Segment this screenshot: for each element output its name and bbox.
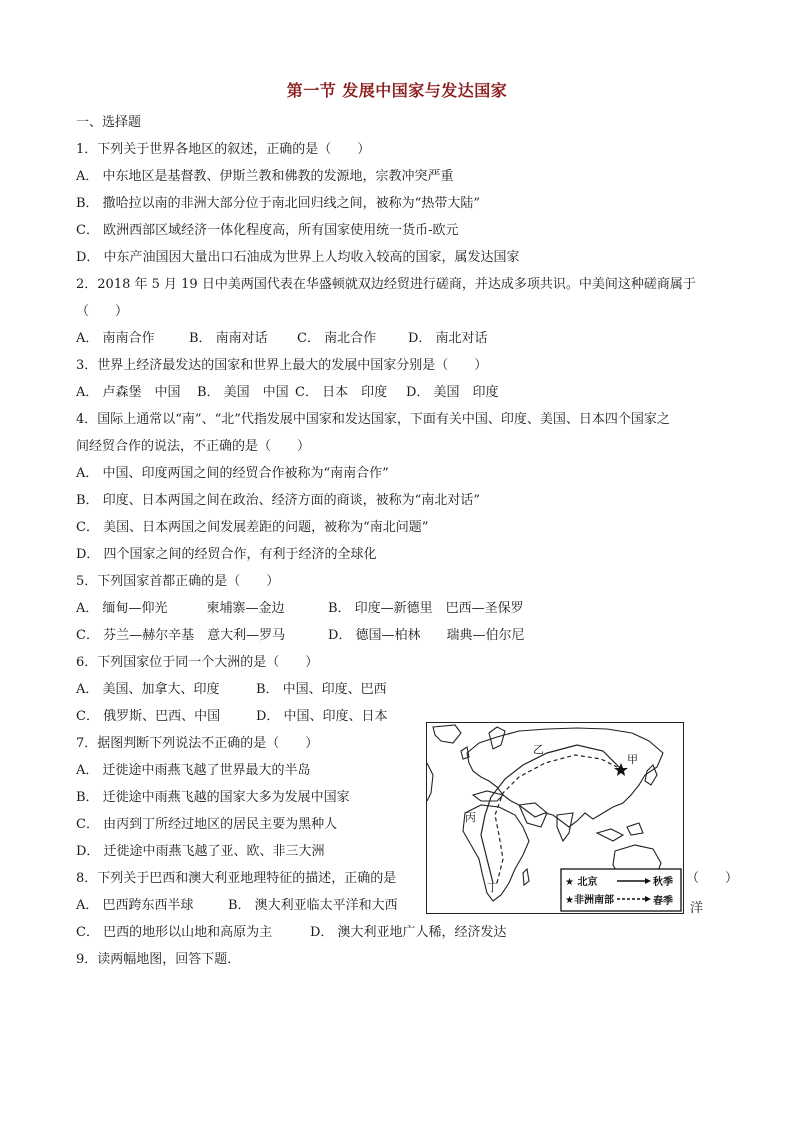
q5-option-c[interactable]: C． 芬兰—赫尔辛基 意大利—罗马 bbox=[76, 628, 286, 643]
map-legend bbox=[561, 869, 681, 911]
legend-autumn: 秋季 bbox=[653, 877, 673, 888]
q6-option-d[interactable]: D． 中国、印度、日本 bbox=[256, 709, 388, 724]
q7-option-b[interactable]: B． 迁徙途中雨燕飞越的国家大多为发展中国家 bbox=[76, 790, 350, 805]
q1-option-a[interactable]: A． 中东地区是基督教、伊斯兰教和佛教的发源地，宗教冲突严重 bbox=[76, 169, 454, 184]
q5-option-b[interactable]: B． 印度—新德里 巴西—圣保罗 bbox=[328, 601, 524, 616]
q6-row2 bbox=[76, 708, 388, 726]
q1-option-b[interactable]: B． 撒哈拉以南的非洲大部分位于南北回归线之间，被称为“热带大陆” bbox=[76, 196, 480, 211]
q2-option-c[interactable]: C． 南北合作 bbox=[297, 331, 377, 346]
q4-stem: 4．国际上通常以“南”、“北”代指发展中国家和发达国家，下面有关中国、印度、美国、日本四个国家之 bbox=[76, 412, 670, 427]
map-label-ding: 丁 bbox=[487, 881, 498, 894]
legend-beijing: ★ 北京 bbox=[565, 877, 598, 888]
page-title: 第一节 发展中国家与发达国家 bbox=[286, 81, 508, 100]
map-label-jia: 甲 bbox=[627, 753, 638, 766]
world-map-svg bbox=[427, 723, 682, 912]
q6-option-b[interactable]: B． 中国、印度、巴西 bbox=[256, 682, 387, 697]
q6-stem: 6．下列国家位于同一个大洲的是（ ） bbox=[76, 655, 319, 670]
q2-option-a[interactable]: A． 南南合作 bbox=[76, 331, 155, 346]
map-label-yi: 乙 bbox=[533, 743, 544, 756]
q2-option-d[interactable]: D． 南北对话 bbox=[408, 331, 488, 346]
q3-option-c[interactable]: C． 日本 印度 bbox=[295, 385, 388, 400]
scandinavia-outline bbox=[489, 727, 505, 749]
q8-row2 bbox=[76, 924, 507, 942]
q4-option-d[interactable]: D． 四个国家之间的经贸合作，有利于经济的全球化 bbox=[76, 547, 377, 562]
section-heading: 一、选择题 bbox=[76, 115, 142, 130]
swift-migration-map bbox=[426, 722, 684, 914]
beijing-star-icon bbox=[614, 763, 628, 776]
greenland-outline bbox=[433, 725, 461, 743]
q7-option-d[interactable]: D． 迁徙途中雨燕飞越了亚、欧、非三大洲 bbox=[76, 844, 325, 859]
q3-option-b[interactable]: B． 美国 中国 bbox=[197, 385, 289, 400]
q4-option-a[interactable]: A． 中国、印度两国之间的经贸合作被称为“南南合作” bbox=[76, 466, 389, 481]
india-outline bbox=[557, 813, 573, 841]
q4-option-c[interactable]: C． 美国、日本两国之间发展差距的问题，被称为“南北问题” bbox=[76, 520, 429, 535]
q3-options bbox=[76, 384, 499, 402]
q7-stem: 7．据图判断下列说法不正确的是（ ） bbox=[76, 736, 319, 751]
q8-stem: 8．下列关于巴西和澳大利亚地理特征的描述，正确的是 bbox=[76, 871, 397, 886]
q5-stem: 5．下列国家首都正确的是（ ） bbox=[76, 574, 280, 589]
q5-row2 bbox=[76, 627, 525, 645]
q9-stem: 9．读两幅地图，回答下题． bbox=[76, 952, 241, 967]
map-label-bing: 丙 bbox=[465, 811, 476, 824]
americas-edge-outline bbox=[427, 763, 433, 801]
q3-option-d[interactable]: D． 美国 印度 bbox=[406, 385, 499, 400]
q4-stem-cont: 间经贸合作的说法，不正确的是（ ） bbox=[76, 439, 311, 454]
q7-option-a[interactable]: A． 迁徙途中雨燕飞越了世界最大的半岛 bbox=[76, 763, 311, 778]
q1-option-d[interactable]: D． 中东产油国因大量出口石油成为世界上人均收入较高的国家，属发达国家 bbox=[76, 250, 520, 265]
q2-paren: （ ） bbox=[76, 304, 129, 319]
q1-stem: 1．下列关于世界各地区的叙述，正确的是（ ） bbox=[76, 142, 371, 157]
q8-option-d[interactable]: D． 澳大利亚地广人稀，经济发达 bbox=[310, 925, 507, 940]
se-asia-islands-outline bbox=[597, 823, 643, 841]
q8-row1 bbox=[76, 897, 398, 915]
q6-option-c[interactable]: C． 俄罗斯、巴西、中国 bbox=[76, 709, 221, 724]
q2-stem: 2．2018 年 5 月 19 日中美两国代表在华盛顿就双边经贸进行磋商，并达成多项共识。中美间这种磋商属于 bbox=[76, 277, 696, 292]
q2-options bbox=[76, 330, 488, 348]
mediterranean-outline bbox=[473, 791, 503, 801]
q8-option-b[interactable]: B． 澳大利亚临太平洋和大西 bbox=[228, 898, 398, 913]
q2-option-b[interactable]: B． 南南对话 bbox=[189, 331, 268, 346]
legend-spring: 春季 bbox=[653, 896, 673, 907]
q6-option-a[interactable]: A． 美国、加拿大、印度 bbox=[76, 682, 220, 697]
q1-option-c[interactable]: C． 欧洲西部区域经济一体化程度高，所有国家使用统一货币-欧元 bbox=[76, 223, 459, 238]
q5-row1 bbox=[76, 600, 524, 618]
q8-option-c[interactable]: C． 巴西的地形以山地和高原为主 bbox=[76, 925, 273, 940]
q6-row1 bbox=[76, 681, 387, 699]
british-isles-outline bbox=[461, 747, 469, 759]
legend-africa: ★非洲南部 bbox=[565, 895, 614, 906]
q3-stem: 3．世界上经济最发达的国家和世界上最大的发展中国家分别是（ ） bbox=[76, 358, 488, 373]
spring-route-line bbox=[495, 755, 617, 883]
q8-option-b-tail: 洋 bbox=[690, 901, 704, 916]
q5-option-a[interactable]: A． 缅甸—仰光 柬埔寨—金边 bbox=[76, 601, 285, 616]
q3-option-a[interactable]: A． 卢森堡 中国 bbox=[76, 385, 181, 400]
q4-option-b[interactable]: B． 印度、日本两国之间在政治、经济方面的商谈，被称为“南北对话” bbox=[76, 493, 480, 508]
q8-option-a[interactable]: A． 巴西跨东西半球 bbox=[76, 898, 194, 913]
q7-option-c[interactable]: C． 由丙到丁所经过地区的居民主要为黑种人 bbox=[76, 817, 338, 832]
q8-paren: （ ） bbox=[686, 871, 739, 886]
q5-option-d[interactable]: D． 德国—柏林 瑞典—伯尔尼 bbox=[328, 628, 525, 643]
madagascar-outline bbox=[523, 869, 529, 885]
